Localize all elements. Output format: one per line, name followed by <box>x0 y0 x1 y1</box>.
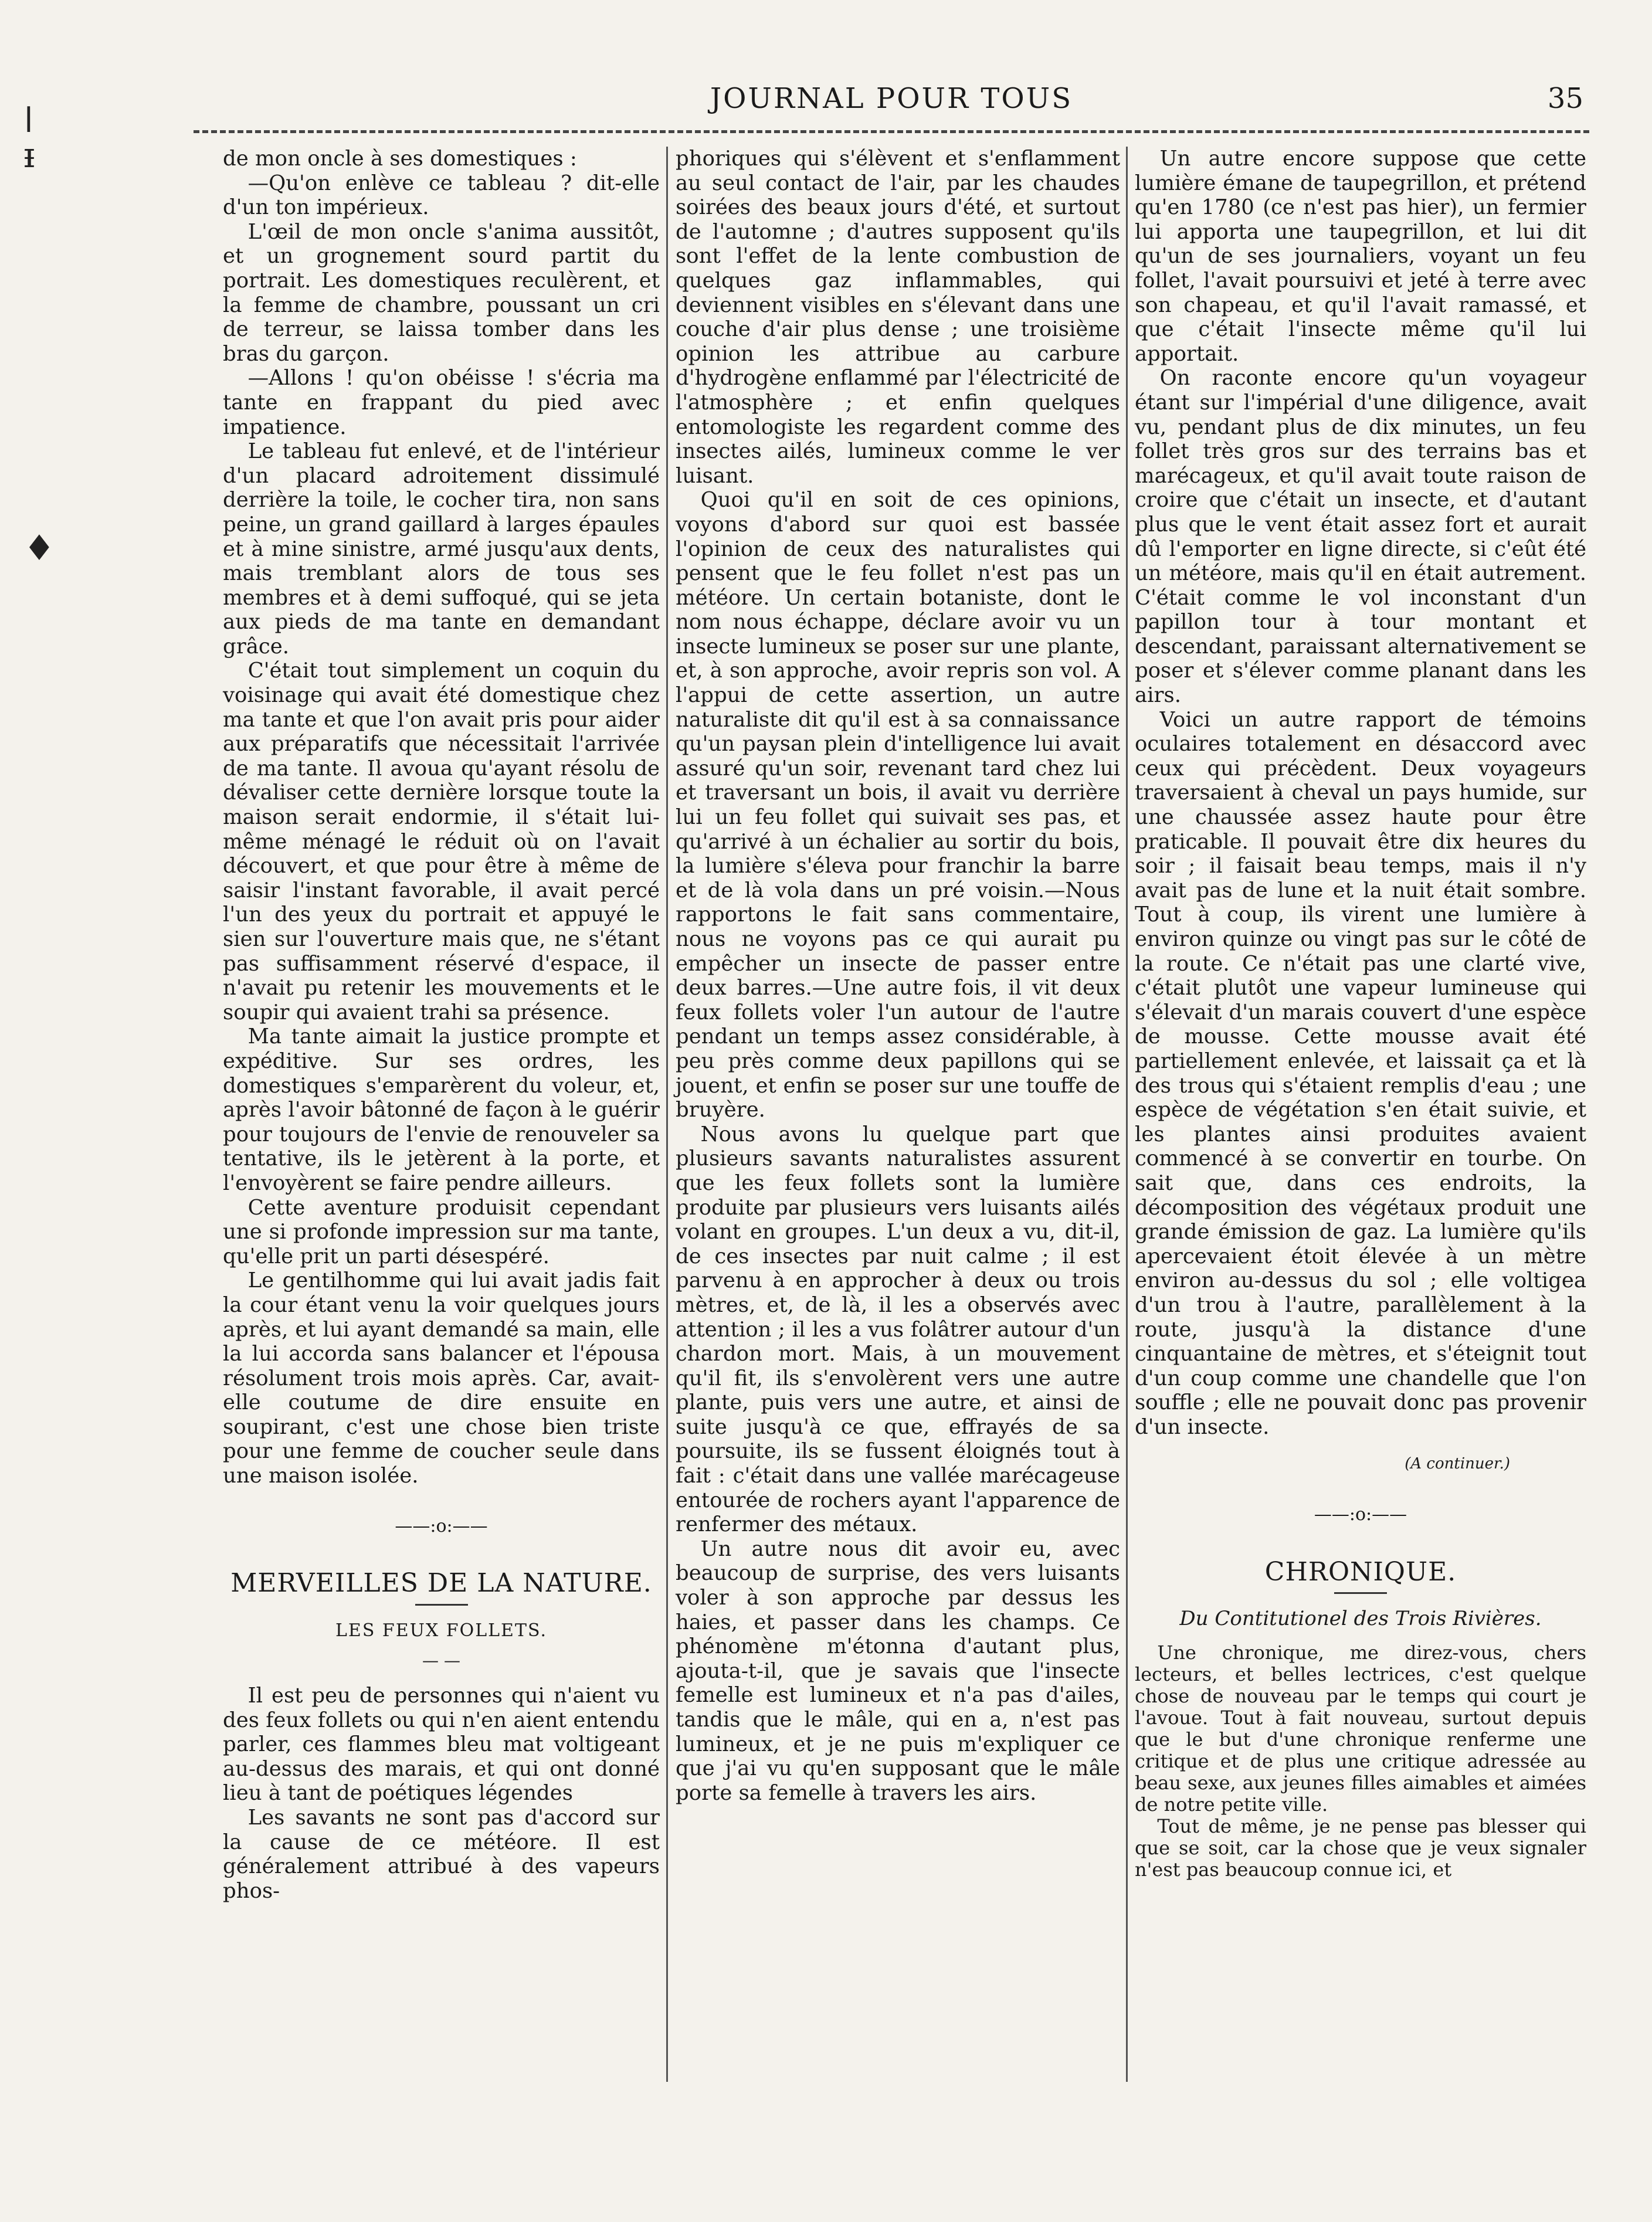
column-1 <box>223 147 660 1903</box>
paragraph: —Qu'on enlève ce tableau ? dit-elle d'un ton impérieux. <box>223 171 660 220</box>
chronicle-title: CHRONIQUE. <box>1264 1556 1457 1587</box>
paragraph: C'était tout simplement un coquin du voisinage qui avait été domestique chez ma tante et que l'on avait pris pour aider aux préparatifs que nécessitait l'arrivée de ma tante. Il avoua qu'ayant résolu de dévaliser cette dernière lorsque toute la maison serait endormie, il s'était lui-même ménagé le réduit où on l'avait découvert, et que pour être à même de saisir l'instant favorable, il avait percé l'un des yeux du portrait et appuyé le sien sur l'ouverture mais que, ne s'étant pas suffisamment réservé d'espace, il n'avait pu retenir les mouvements et le soupir qui avaient trahi sa présence. <box>223 659 660 1025</box>
running-title: JOURNAL POUR TOUS <box>710 82 1073 115</box>
paragraph: Nous avons lu quelque part que plusieurs savants naturalistes assurent que les feux follets sont la lumière produite par plusieurs vers luisants ailés volant en groupes. L'un deux a vu, dit-il, de ces insectes par nuit calme ; il est parvenu à en approcher à deux ou trois mètres, et, de là, il les a observés avec attention ; il les a vus folâtrer autour d'un chardon mort. Mais, à un mouvement qu'il fit, ils s'envolèrent vers une autre plante, puis vers une autre, et ainsi de suite jusqu'à ce que, effrayés de sa poursuite, ils se fussent éloignés tout à fait : c'était dans une vallée marécageuse entourée de rochers ayant l'apparence de renfermer des métaux. <box>676 1122 1120 1537</box>
paragraph: phoriques qui s'élèvent et s'enflamment au seul contact de l'air, par les chaudes soirées des beaux jours d'été, et surtout de l'automne ; d'autres supposent qu'ils sont l'effet de la lente combustion de quelques gaz inflammables, qui deviennent visibles en s'élevant dans une couche d'air plus dense ; une troisième opinion les attribue au carbure d'hydrogène enflammé par l'électricité de l'atmosphère ; et enfin quelques entomologiste les regardent comme des insectes ailés, lumineux comme le ver luisant. <box>676 147 1120 488</box>
section-subtitle: LES FEUX FOLLETS. <box>335 1620 547 1641</box>
column-divider <box>1126 147 1128 2082</box>
margin-ink-mark: ♦ <box>23 528 55 569</box>
chronicle-source: Du Contitutionel des Trois Rivières. <box>1179 1607 1542 1631</box>
header-rule <box>194 130 1589 133</box>
column-2 <box>676 147 1120 1805</box>
section-ornament: ——:o:—— <box>1314 1504 1407 1525</box>
section-ornament: ——:o:—— <box>395 1515 488 1536</box>
margin-ink-mark: ᵻ <box>23 135 35 176</box>
to-be-continued: (A continuer.) <box>1405 1455 1510 1473</box>
paragraph: Il est peu de personnes qui n'aient vu des feux follets ou qui n'en aient entendu parler, ces flammes bleu mat voltigeant au-dessus des marais, et qui ont donné lieu à tant de poétiques légendes <box>223 1684 660 1806</box>
paragraph: de mon oncle à ses domestiques : <box>223 147 577 171</box>
paragraph: Une chronique, me direz-vous, chers lecteurs, et belles lectrices, c'est quelque chose de nouveau par le temps qui court je l'avoue. Tout à fait nouveau, surtout depuis que le but d'une chronique renferme une critique et de plus une critique adressée au beau sexe, aux jeunes filles aimables et aimées de notre petite ville. <box>1135 1641 1586 1816</box>
paragraph: Cette aventure produisit cependant une si profonde impression sur ma tante, qu'elle prit un parti désespéré. <box>223 1195 660 1268</box>
heading-rule <box>1334 1592 1387 1594</box>
paragraph: Ma tante aimait la justice prompte et expéditive. Sur ses ordres, les domestiques s'emparèrent du voleur, et, après l'avoir bâtonné de façon à le guérir pour toujours de l'envie de renouveler sa tentative, ils le jetèrent à la porte, et l'envoyèrent se faire pendre ailleurs. <box>223 1025 660 1195</box>
paragraph: Le tableau fut enlevé, et de l'intérieur d'un placard adroitement dissimulé derrière la toile, le cocher tira, non sans peine, un grand gaillard à larges épaules et à mine sinistre, armé jusqu'aux dents, mais tremblant alors de tous ses membres et à demi suffoqué, qui se jeta aux pieds de ma tante en demandant grâce. <box>223 439 660 659</box>
column-divider <box>666 147 668 2082</box>
paragraph: Tout de même, je ne pense pas blesser qui que se soit, car la chose que je veux signaler n'est pas beaucoup connue ici, et <box>1135 1814 1586 1881</box>
paragraph: —Allons ! qu'on obéisse ! s'écria ma tante en frappant du pied avec impatience. <box>223 366 660 439</box>
paragraph: Un autre encore suppose que cette lumière émane de taupegrillon, et prétend qu'en 1780 (ce n'est pas hier), un fermier lui apporta une taupegrillon, et lui dit qu'un de ses journaliers, voyant un feu follet, l'avait poursuivi et jeté à terre avec son chapeau, et qu'il l'avait ramassé, et que c'était l'insecte même qu'il lui apportait. <box>1135 147 1586 366</box>
paragraph: L'œil de mon oncle s'anima aussitôt, et un grognement sourd partit du portrait. Les domestiques reculèrent, et la femme de chambre, poussant un cri de terreur, se laissa tomber dans les bras du garçon. <box>223 219 660 366</box>
mini-ornament: — — <box>422 1651 460 1671</box>
column-3 <box>1135 147 1586 1881</box>
heading-rule <box>415 1604 468 1606</box>
margin-tick-mark: ǀ <box>23 100 34 141</box>
paragraph: Voici un autre rapport de témoins oculaires totalement en désaccord avec ceux qui précèdent. Deux voyageurs traversaient à cheval un pays humide, sur une chaussée assez haute pour être praticable. Il pouvait être dix heures du soir ; il faisait beau temps, mais il n'y avait pas de lune et la nuit était sombre. Tout à coup, ils virent une lumière à environ quinze ou vingt pas sur le côté de la route. Ce n'était pas une clarté vive, c'était plutôt une vapeur lumineuse qui s'élevait d'un marais couvert d'une espèce de mousse. Cette mousse avait été partiellement enlevée, et laissait ça et là des trous qui s'étaient remplis d'eau ; une espèce de végétation s'en était suivie, et les plantes ainsi produites avaient commencé à se convertir en tourbe. On sait que, dans ces endroits, la décomposition des végétaux produit une grande émission de gaz. La lumière qu'ils apercevaient étoit élevée à un mètre environ au-dessus du sol ; elle voltigea d'un trou à l'autre, parallèlement à la route, jusqu'à la distance d'une cinquantaine de mètres, et s'éteignit tout d'un coup comme une chandelle que l'on souffle ; elle ne pouvait donc pas provenir d'un insecte. <box>1135 707 1586 1439</box>
page-header <box>199 82 1583 129</box>
paragraph: Un autre nous dit avoir eu, avec beaucoup de surprise, des vers luisants voler à son approche par dessus les haies, et passer dans les champs. Ce phénomène m'étonna d'autant plus, ajouta-t-il, que je savais que l'insecte femelle est lumineux et n'a pas d'ailes, tandis que le mâle, qui en a, n'est pas lumineux, et je ne puis m'expliquer ce que j'ai vu qu'en supposant que le mâle porte sa femelle à travers les airs. <box>676 1536 1120 1805</box>
paragraph: On raconte encore qu'un voyageur étant sur l'impérial d'une diligence, avait vu, pendant plus de dix minutes, un feu follet très gros sur des terrains bas et marécageux, et qu'il avait toute raison de croire que c'était un insecte, et d'autant plus que le vent était assez fort et aurait dû l'emporter en ligne directe, si c'eût été un météore, mais qu'il en était autrement. C'était comme le vol inconstant d'un papillon tour à tour montant et descendant, paraissant alternativement se poser et s'élever comme planant dans les airs. <box>1135 366 1586 708</box>
paragraph: Quoi qu'il en soit de ces opinions, voyons d'abord sur quoi est bassée l'opinion de ceux des naturalistes qui pensent que le feu follet n'est pas un météore. Un certain botaniste, dont le nom nous échappe, déclare avoir vu un insecte lumineux se poser sur une plante, et, à son approche, avoir repris son vol. A l'appui de cette assertion, un autre naturaliste dit qu'il est à sa connaissance qu'un paysan plein d'intelligence lui avait assuré qu'un soir, revenant tard chez lui et traversant un bois, il avait vu derrière lui un feu follet qui suivait ses pas, et qu'arrivé à un échalier au sortir du bois, la lumière s'éleva pour franchir la barre et de là vola dans un pré voisin.—Nous rapportons le fait sans commentaire, nous ne voyons pas ce qui aurait pu empêcher un insecte de passer entre deux barres.—Une autre fois, il vit deux feux follets voler l'un autour de l'autre pendant un temps assez considérable, à peu près comme deux papillons qui se jouent, et enfin se poser sur une touffe de bruyère. <box>676 488 1120 1122</box>
page-number: 35 <box>1547 82 1583 115</box>
paragraph: Les savants ne sont pas d'accord sur la cause de ce météore. Il est généralement attribué à des vapeurs phos- <box>223 1806 660 1903</box>
paragraph: Le gentilhomme qui lui avait jadis fait la cour étant venu la voir quelques jours après, et lui ayant demandé sa main, elle la lui accorda sans balancer et l'épousa résolument trois mois après. Car, avait-elle coutume de dire ensuite en soupirant, c'est une chose bien triste pour une femme de coucher seule dans une maison isolée. <box>223 1268 660 1488</box>
section-title: MERVEILLES DE LA NATURE. <box>230 1568 652 1599</box>
